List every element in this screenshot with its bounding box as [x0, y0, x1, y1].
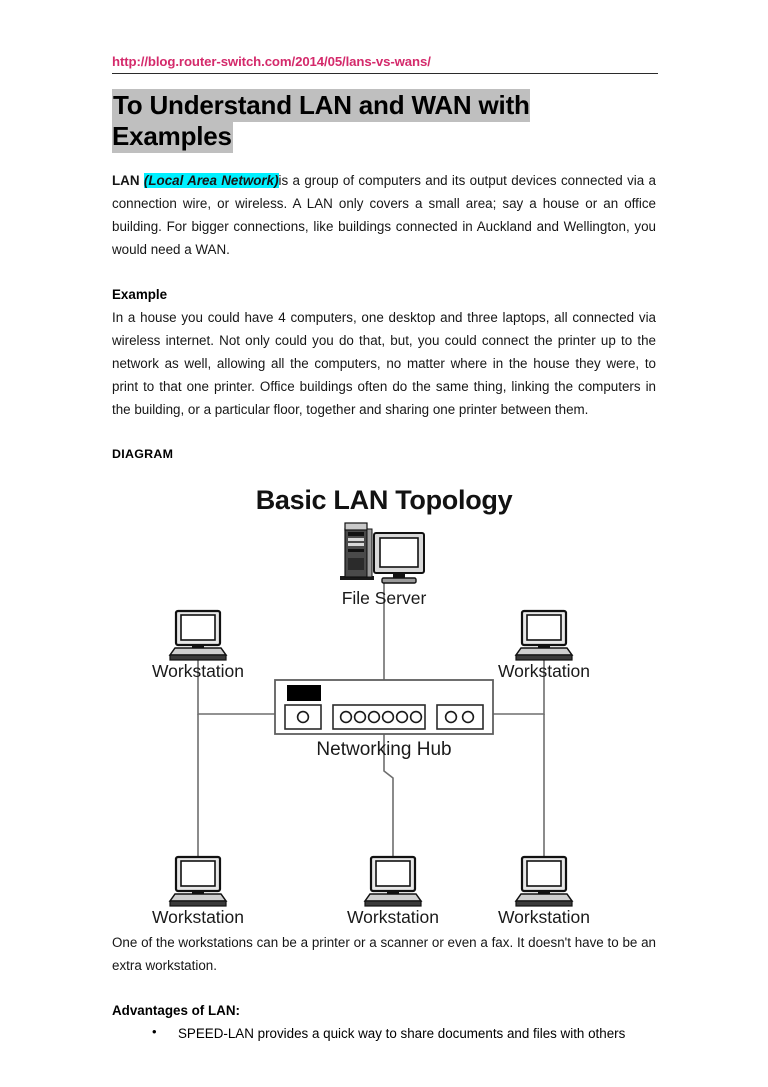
- workstation-top-left-label: Workstation: [151, 661, 245, 682]
- intro-highlight-term: (Local Area Network): [143, 172, 279, 188]
- node-networking-hub: [275, 680, 493, 760]
- workstation-top-right-label: Workstation: [497, 661, 591, 682]
- advantages-heading: Advantages of LAN:: [112, 1003, 240, 1019]
- hub-display-icon: [287, 685, 321, 701]
- diagram-title: Basic LAN Topology: [255, 485, 513, 516]
- header-divider: [112, 73, 658, 74]
- intro-body-text: is a group of computers and its output devices connected via a connection wire, or wireless. A LAN only covers a small area; say a house or an office building. For bigger connections, like buildings connected in Auckland and Wellington, you would need a WAN.: [112, 172, 656, 257]
- page-title: [112, 90, 656, 151]
- server-tower-icon: [340, 523, 374, 580]
- document-content: [112, 0, 656, 1045]
- workstation-icon: [170, 857, 226, 906]
- hub-port-group-right: [437, 705, 483, 729]
- node-workstation-top-right: [498, 611, 590, 681]
- file-server-label: File Server: [341, 588, 427, 609]
- intro-lead-term: LAN: [112, 172, 140, 188]
- source-url[interactable]: http://blog.router-switch.com/2014/05/lans-vs-wans/: [112, 54, 431, 69]
- workstation-bottom-right-label: Workstation: [497, 907, 591, 928]
- lan-topology-figure: [112, 471, 656, 928]
- workstation-icon: [170, 611, 226, 660]
- workstation-icon: [365, 857, 421, 906]
- workstation-bottom-left-label: Workstation: [151, 907, 245, 928]
- example-paragraph: In a house you could have 4 computers, one desktop and three laptops, all connected via wireless internet. Not only could you do that, but, you could connect the printer up to the network as well, allowing all the computers, no matter where in the house they were, to print to that one printer. Office buildings often do the same thing, linking the computers in the building, or a particular floor, together and sharing one printer between them.: [112, 309, 656, 418]
- diagram-section-label: DIAGRAM: [112, 447, 174, 462]
- networking-hub-label: Networking Hub: [316, 739, 452, 761]
- server-monitor-icon: [374, 533, 424, 583]
- workstation-icon: [516, 611, 572, 660]
- node-workstation-top-left: [152, 611, 244, 681]
- example-heading: Example: [112, 286, 168, 302]
- node-file-server: [340, 523, 426, 608]
- node-workstation-bottom-center: [347, 857, 439, 927]
- node-workstation-bottom-left: [152, 857, 244, 927]
- workstation-bottom-center-label: Workstation: [346, 907, 440, 928]
- node-workstation-bottom-right: [498, 857, 590, 927]
- page-title-text: To Understand LAN and WAN with Examples: [112, 90, 530, 151]
- intro-paragraph: [112, 169, 656, 261]
- advantages-list: [112, 1022, 656, 1045]
- closing-paragraph: One of the workstations can be a printer or a scanner or even a fax. It doesn't have to be an extra workstation.: [112, 935, 656, 974]
- hub-port-group-middle: [333, 705, 425, 729]
- hub-port-group-left: [285, 705, 321, 729]
- workstation-icon: [516, 857, 572, 906]
- topology-svg: [112, 471, 656, 928]
- list-item: • SPEED-LAN provides a quick way to share documents and files with others: [152, 1022, 656, 1045]
